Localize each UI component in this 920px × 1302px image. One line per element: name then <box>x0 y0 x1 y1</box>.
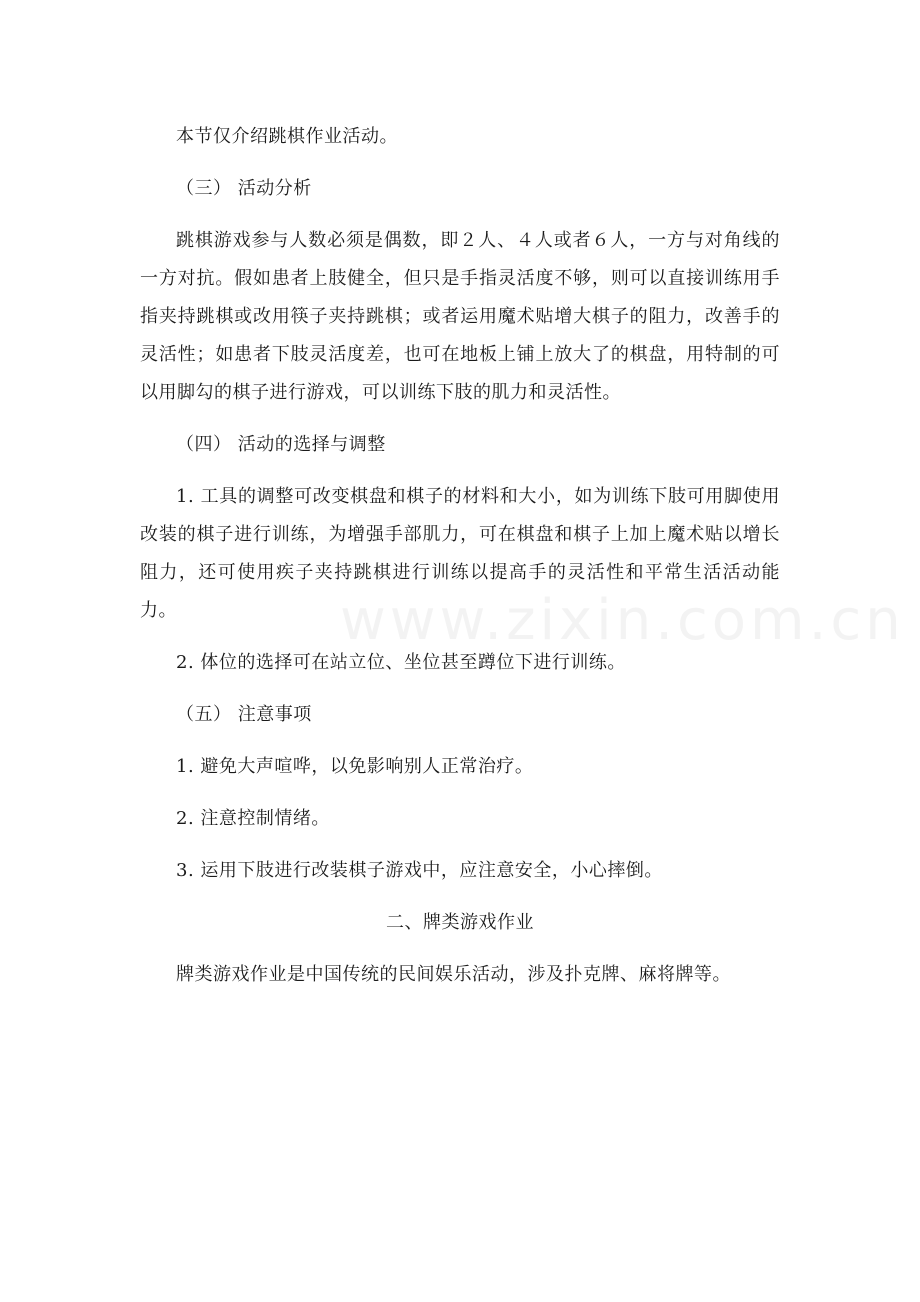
paragraph-card-games-intro: 牌类游戏作业是中国传统的民间娱乐活动，涉及扑克牌、麻将牌等。 <box>176 964 731 985</box>
paragraph-position-selection: 2. 体位的选择可在站立位、坐位甚至蹲位下进行训练。 <box>176 652 626 673</box>
section-heading-selection-adjustment: （四） 活动的选择与调整 <box>176 434 386 455</box>
precaution-item-2: 2. 注意控制情绪。 <box>176 808 330 829</box>
chapter-heading-card-games: 二、牌类游戏作业 <box>386 912 534 933</box>
watermark: www.zixin.com.cn <box>340 588 905 653</box>
precaution-item-1: 1. 避免大声喧哗，以免影响别人正常治疗。 <box>176 756 534 777</box>
precaution-item-3: 3. 运用下肢进行改装棋子游戏中，应注意安全，小心摔倒。 <box>176 860 663 881</box>
section-heading-activity-analysis: （三） 活动分析 <box>176 178 312 199</box>
document-body <box>140 118 780 1008</box>
paragraph-activity-analysis: 跳棋游戏参与人数必须是偶数，即２人、４人或者６人，一方与对角线的一方对抗。假如患者上肢健全，但只是手指灵活度不够，则可以直接训练用手指夹持跳棋或改用筷子夹持跳棋；或者运用魔术贴增大棋子的阻力，改善手的灵活性；如患者下肢灵活度差，也可在地板上铺上放大了的棋盘，用特制的可以用脚勾的棋子进行游戏，可以训练下肢的肌力和灵活性。 <box>140 230 780 403</box>
paragraph-intro: 本节仅介绍跳棋作业活动。 <box>176 126 398 147</box>
paragraph-tool-adjustment: 1. 工具的调整可改变棋盘和棋子的材料和大小，如为训练下肢可用脚使用改装的棋子进行训练，为增强手部肌力，可在棋盘和棋子上加上魔术贴以增长阻力，还可使用疾子夹持跳棋进行训练以提高手的灵活性和平常生活活动能力。 <box>140 486 780 621</box>
section-heading-precautions: （五） 注意事项 <box>176 704 312 725</box>
